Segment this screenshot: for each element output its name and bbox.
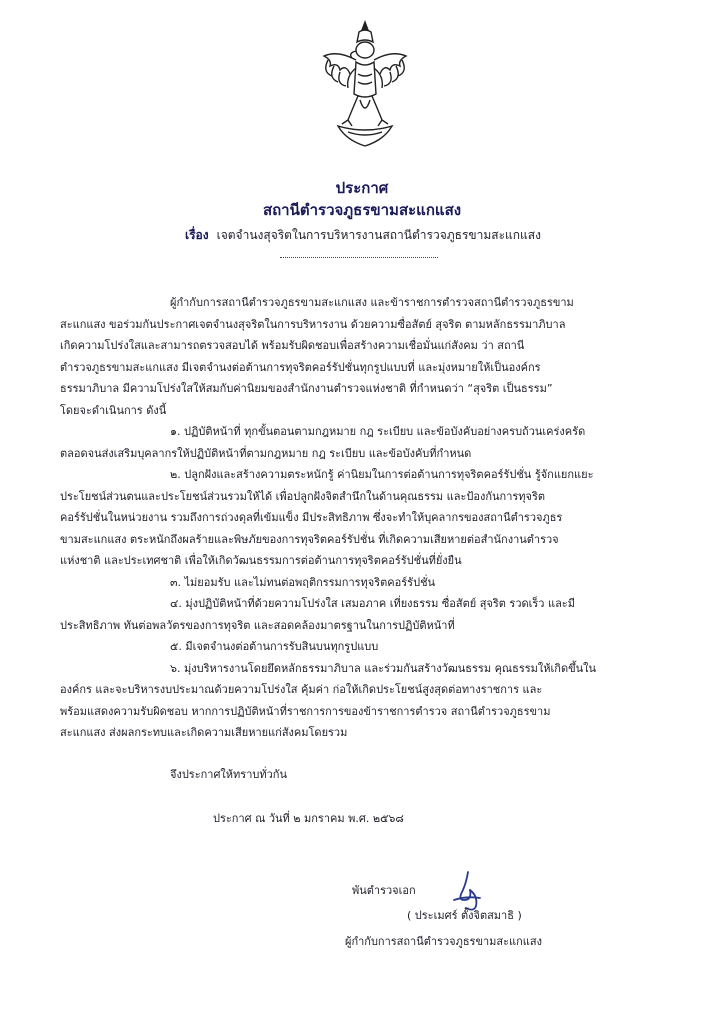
dotted-divider [280,257,438,258]
intro-line: สะแกแสง ขอร่วมกันประกาศเจตจำนงสุจริตในการบริหารงาน ด้วยความซื่อสัตย์ สุจริต ตามหลักธรรมาภิบาล [60,317,566,331]
organization-name: สถานีตำรวจภูธรขามสะแกแสง [262,201,462,219]
item-line: ขามสะแกแสง ตระหนักถึงผลร้ายและพิษภัยของการทุจริตคอร์รัปชั่น ที่เกิดความเสียหายต่อสำนักงานตำรวจ [60,532,559,546]
subject-line [185,226,541,245]
subject-text: เจตจำนงสุจริตในการบริหารงานสถานีตำรวจภูธรขามสะแกแสง [216,228,541,242]
garuda-emblem-icon [318,20,412,148]
item-line: แห่งชาติ และประเทศชาติ เพื่อให้เกิดวัฒนธรรมการต่อต้านการทุจริตคอร์รัปชั่นที่ยั่งยืน [60,554,462,567]
intro-line: ตำรวจภูธรขามสะแกแสง มีเจตจำนงต่อต้านการทุจริตคอร์รัปชั่นทุกรูปแบบที่ และมุ่งหมายให้เป็นองค์กร [60,360,541,374]
intro-paragraph [60,292,662,421]
signatory-rank: พันตำรวจเอก [352,884,416,897]
item-line: ประสิทธิภาพ ทันต่อพลวัตรของการทุจริต และสอดคล้องมาตรฐานในการปฏิบัติหน้าที่ [60,618,455,632]
intro-line: โดยจะดำเนินการ ดังนี้ [60,403,167,417]
intro-line: เกิดความโปร่งใสและสามารถตรวจสอบได้ พร้อมรับผิดชอบเพื่อสร้างความเชื่อมั่นแก่สังคม ว่า สถานี [60,339,525,352]
item-list [60,421,662,744]
item-line: พร้อมแสดงความรับผิดชอบ หากการปฏิบัติหน้าที่ราชการการของข้าราชการตำรวจ สถานีตำรวจภูธรขาม [60,704,551,718]
item-line: ๑. ปฏิบัติหน้าที่ ทุกขั้นตอนตามกฎหมาย กฎ ระเบียบ และข้อบังคับอย่างครบถ้วนเคร่งครัด [170,425,586,438]
item-line: ตลอดจนส่งเสริมบุคลากรให้ปฏิบัติหน้าที่ตามกฎหมาย กฎ ระเบียบ และข้อบังคับที่กำหนด [60,446,472,460]
announcement-date: ประกาศ ณ วันที่ ๒ มกราคม พ.ศ. ๒๕๖๘ [213,812,404,825]
announcement-heading: ประกาศ [335,179,389,197]
closing-statement: จึงประกาศให้ทราบทั่วกัน [170,768,287,781]
item-line: ๒. ปลูกฝังและสร้างความตระหนักรู้ ค่านิยมในการต่อต้านการทุจริตคอร์รัปชั่น รู้จักแยกแยะ [170,468,594,481]
intro-line: ธรรมาภิบาล มีความโปร่งใสให้สมกับค่านิยมของสำนักงานตำรวจแห่งชาติ ที่กำหนดว่า “สุจริต เป็นธรรม” [60,382,553,395]
item-line: คอร์รัปชั่นในหน่วยงาน รวมถึงการถ่วงดุลที่เข้มแข็ง มีประสิทธิภาพ ซึ่งจะทำให้บุคลากรของสถานีตำรวจภูธร [60,511,563,524]
subject-label: เรื่อง [185,228,209,242]
item-line: องค์กร และจะบริหารงบประมาณด้วยความโปร่งใส คุ้มค่า ก่อให้เกิดประโยชน์สูงสุดต่อทางราชการ และ [60,683,543,696]
item-line: ๔. มุ่งปฏิบัติหน้าที่ด้วยความโปร่งใส เสมอภาค เที่ยงธรรม ซื่อสัตย์ สุจริต รวดเร็ว และมี [170,597,575,610]
intro-line: ผู้กำกับการสถานีตำรวจภูธรขามสะแกแสง และข้าราชการตำรวจสถานีตำรวจภูธรขาม [170,296,574,309]
item-line: ๕. มีเจตจำนงต่อต้านการรับสินบนทุกรูปแบบ [170,640,379,653]
item-line: ๓. ไม่ยอมรับ และไม่ทนต่อพฤติกรรมการทุจริตคอร์รัปชั่น [170,575,436,589]
signatory-position: ผู้กำกับการสถานีตำรวจภูธรขามสะแกแสง [345,935,542,948]
item-line: สะแกแสง ส่งผลกระทบและเกิดความเสียหายแก่สังคมโดยรวม [60,726,348,739]
signatory-name: ( ประเมศร์ ตั้งจิตสมาธิ ) [407,909,522,922]
item-line: ประโยชน์ส่วนตนและประโยชน์ส่วนรวมให้ได้ เพื่อปลูกฝังจิตสำนึกในด้านคุณธรรม และป้องกันการทุจริต [60,489,546,503]
item-line: ๖. มุ่งบริหารงานโดยยึดหลักธรรมาภิบาล และร่วมกันสร้างวัฒนธรรม คุณธรรมให้เกิดขึ้นใน [170,661,597,675]
